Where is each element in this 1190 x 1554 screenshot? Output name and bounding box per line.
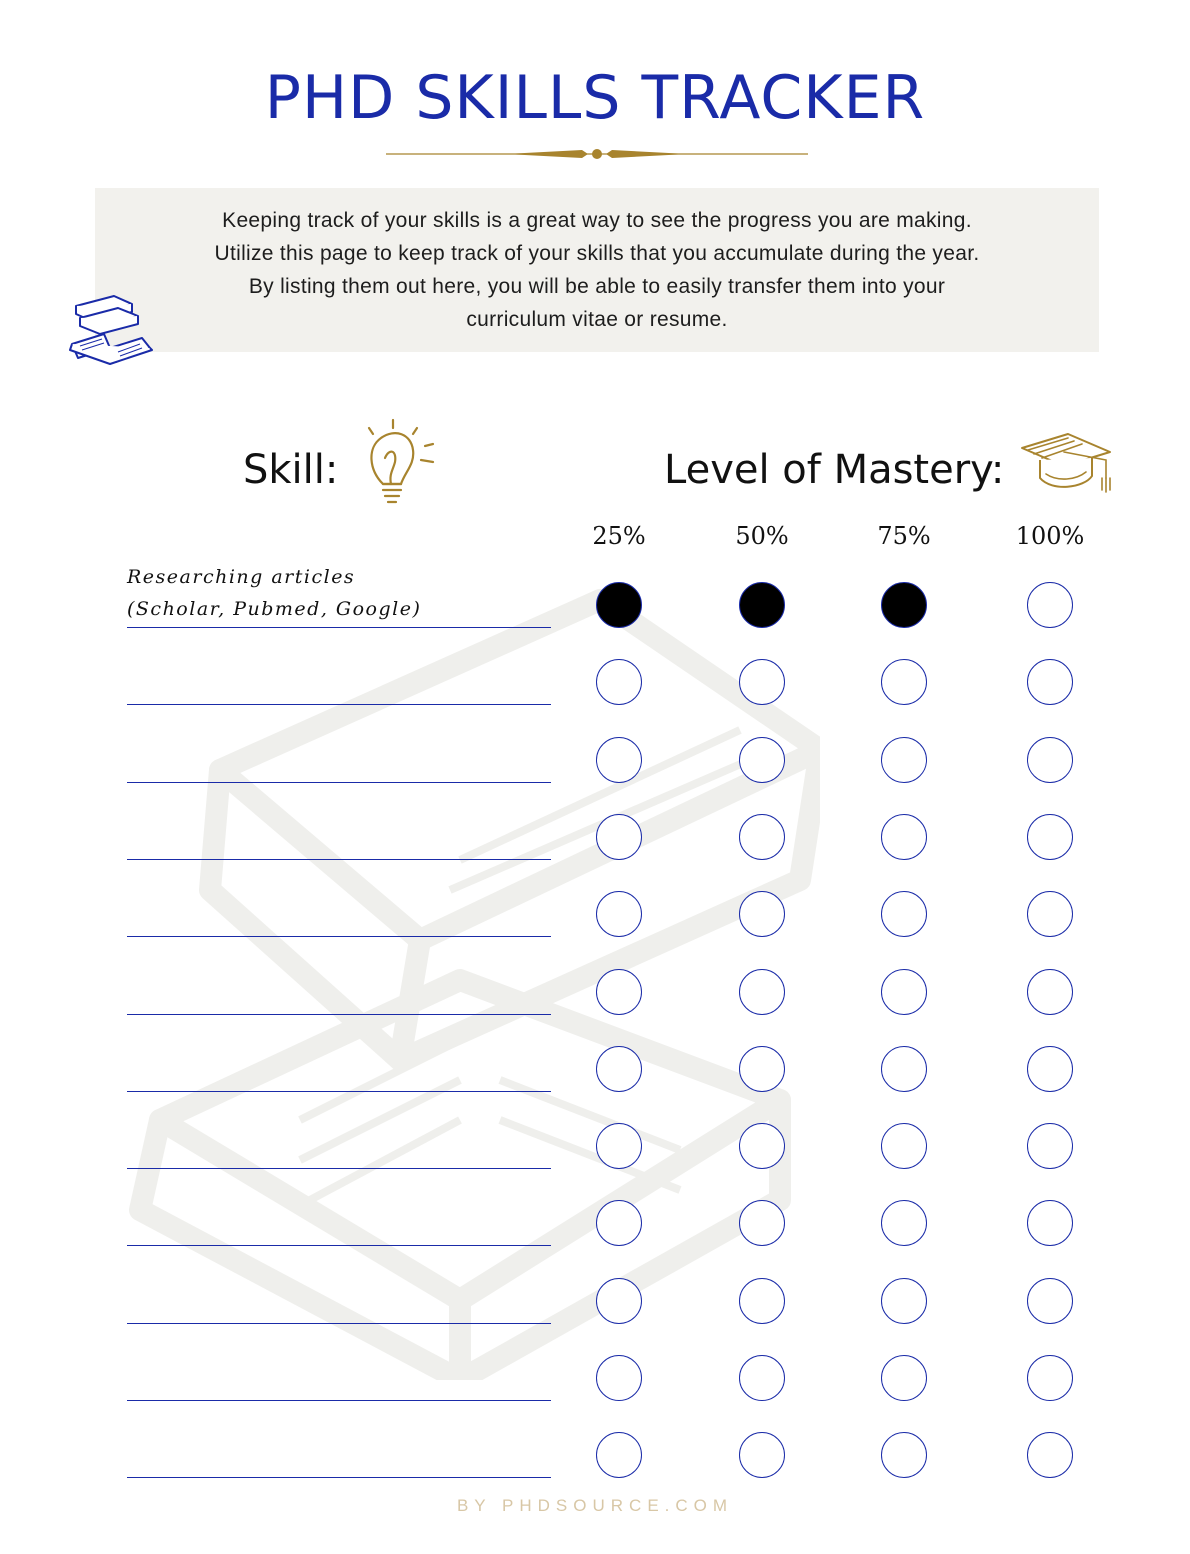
page-title: PHD SKILLS TRACKER	[264, 63, 926, 133]
mastery-dot-25[interactable]	[596, 1432, 642, 1478]
mastery-dot-25[interactable]	[596, 582, 642, 628]
skill-row	[0, 1323, 1190, 1401]
mastery-dot-75[interactable]	[881, 1432, 927, 1478]
mastery-dot-75[interactable]	[881, 814, 927, 860]
mastery-dot-50[interactable]	[739, 814, 785, 860]
level-header-75: 75%	[877, 522, 931, 550]
mastery-dot-50[interactable]	[739, 891, 785, 937]
skill-entry-line[interactable]	[127, 1477, 551, 1478]
graduation-cap-icon	[1018, 432, 1116, 496]
mastery-dot-50[interactable]	[739, 659, 785, 705]
mastery-dot-100[interactable]	[1027, 1432, 1073, 1478]
skill-row	[0, 1014, 1190, 1092]
lightbulb-icon	[355, 418, 437, 508]
mastery-dot-50[interactable]	[739, 1432, 785, 1478]
mastery-dot-25[interactable]	[596, 1355, 642, 1401]
mastery-dot-75[interactable]	[881, 737, 927, 783]
mastery-dot-75[interactable]	[881, 1123, 927, 1169]
skill-text[interactable]: Researching articles (Scholar, Pubmed, Google)	[127, 566, 422, 620]
skill-row	[0, 1168, 1190, 1246]
footer-credit: BY PHDSOURCE.COM	[456, 1496, 734, 1515]
mastery-dot-50[interactable]	[739, 1200, 785, 1246]
mastery-dot-50[interactable]	[739, 737, 785, 783]
mastery-dot-75[interactable]	[881, 1278, 927, 1324]
skill-row	[0, 1246, 1190, 1324]
mastery-dot-100[interactable]	[1027, 1123, 1073, 1169]
mastery-dot-75[interactable]	[881, 659, 927, 705]
mastery-dot-25[interactable]	[596, 891, 642, 937]
skill-row	[0, 627, 1190, 705]
mastery-dot-25[interactable]	[596, 814, 642, 860]
mastery-dot-100[interactable]	[1027, 582, 1073, 628]
mastery-dot-100[interactable]	[1027, 659, 1073, 705]
skill-row	[0, 859, 1190, 937]
mastery-dot-100[interactable]	[1027, 891, 1073, 937]
skill-row	[0, 1091, 1190, 1169]
mastery-dot-50[interactable]	[739, 582, 785, 628]
mastery-dot-75[interactable]	[881, 1200, 927, 1246]
mastery-dot-25[interactable]	[596, 1200, 642, 1246]
mastery-dot-50[interactable]	[739, 1046, 785, 1092]
mastery-dot-75[interactable]	[881, 1046, 927, 1092]
mastery-dot-25[interactable]	[596, 1123, 642, 1169]
mastery-dot-100[interactable]	[1027, 1278, 1073, 1324]
skill-row	[0, 782, 1190, 860]
mastery-dot-50[interactable]	[739, 1355, 785, 1401]
mastery-dot-100[interactable]	[1027, 1355, 1073, 1401]
mastery-dot-100[interactable]	[1027, 1200, 1073, 1246]
level-header-25: 25%	[592, 522, 646, 550]
intro-text: Keeping track of your skills is a great way to see the progress you are making. Utilize this page to keep track of your skills that you accumulate during the year. By listing them out here, you will be able to easily transfer them into your curriculum vitae or resume.	[214, 209, 980, 331]
skill-heading: Skill:	[243, 447, 339, 493]
mastery-dot-100[interactable]	[1027, 969, 1073, 1015]
mastery-dot-25[interactable]	[596, 969, 642, 1015]
mastery-dot-100[interactable]	[1027, 814, 1073, 860]
mastery-dot-50[interactable]	[739, 969, 785, 1015]
mastery-dot-25[interactable]	[596, 1046, 642, 1092]
skill-row	[0, 550, 1190, 628]
intro-panel	[95, 188, 1099, 352]
mastery-dot-75[interactable]	[881, 1355, 927, 1401]
mastery-dot-25[interactable]	[596, 1278, 642, 1324]
ornament-divider	[386, 145, 808, 163]
mastery-dot-75[interactable]	[881, 969, 927, 1015]
level-header-100: 100%	[1015, 522, 1085, 550]
mastery-dot-75[interactable]	[881, 582, 927, 628]
skill-row	[0, 1400, 1190, 1478]
skill-row	[0, 937, 1190, 1015]
mastery-dot-25[interactable]	[596, 659, 642, 705]
mastery-heading: Level of Mastery:	[664, 447, 1005, 493]
skill-row	[0, 705, 1190, 783]
mastery-dot-25[interactable]	[596, 737, 642, 783]
level-header-50: 50%	[735, 522, 789, 550]
mastery-dot-75[interactable]	[881, 891, 927, 937]
mastery-dot-50[interactable]	[739, 1123, 785, 1169]
mastery-dot-100[interactable]	[1027, 1046, 1073, 1092]
books-icon	[66, 292, 154, 372]
mastery-dot-50[interactable]	[739, 1278, 785, 1324]
mastery-dot-100[interactable]	[1027, 737, 1073, 783]
